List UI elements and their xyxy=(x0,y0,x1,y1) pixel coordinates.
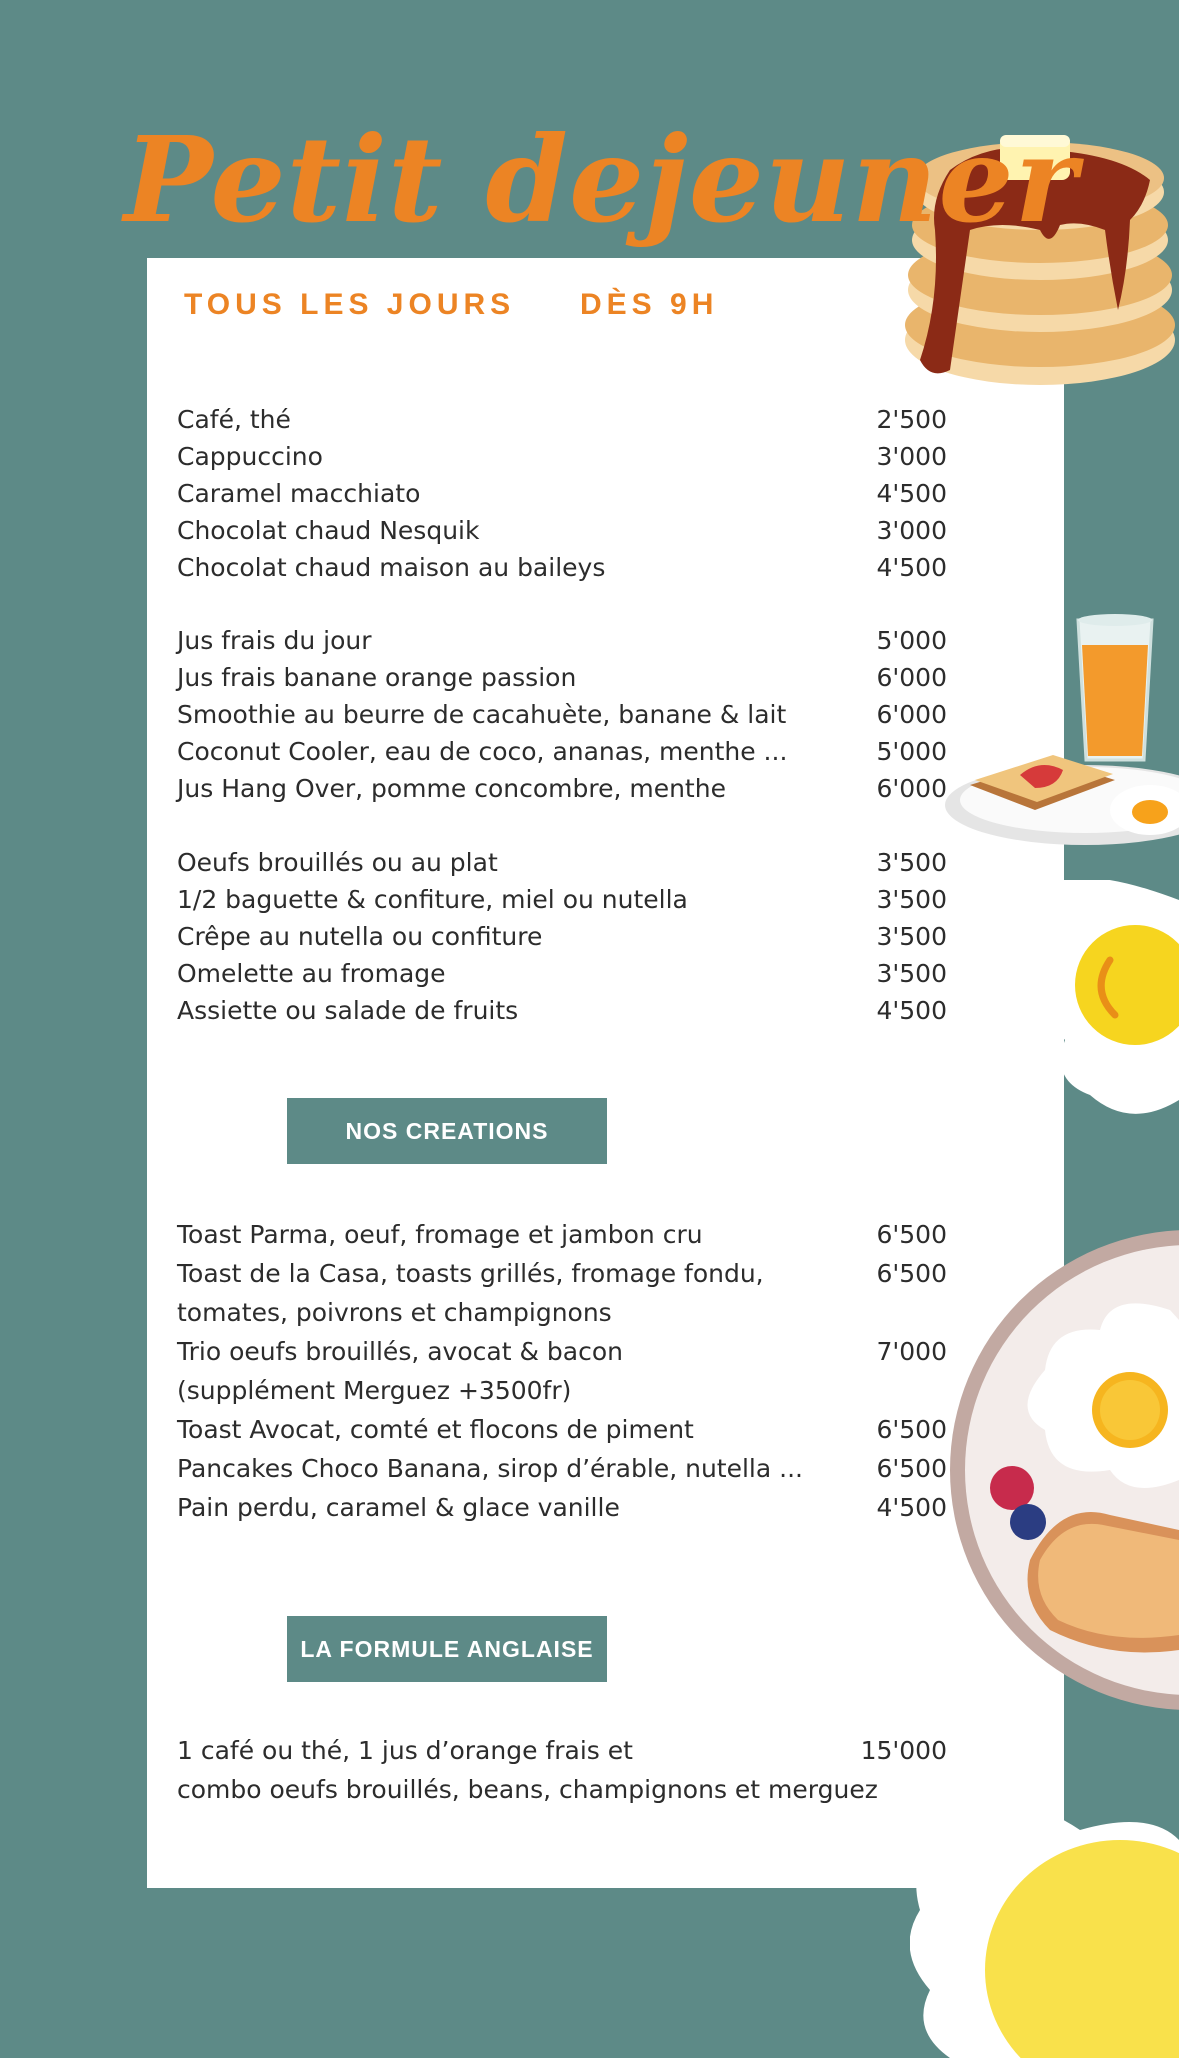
menu-item xyxy=(177,1732,947,1810)
item-name: Toast de la Casa, toasts grillés, fromage fondu, xyxy=(177,1259,764,1288)
item-price: 3'000 xyxy=(876,516,947,545)
item-price: 6'500 xyxy=(876,1454,947,1483)
menu-item xyxy=(177,1255,947,1333)
fried-egg-icon xyxy=(1030,880,1179,1120)
item-name: Smoothie au beurre de cacahuète, banane & lait xyxy=(177,700,787,729)
item-price: 5'000 xyxy=(876,737,947,766)
item-name: Toast Avocat, comté et flocons de piment xyxy=(177,1415,694,1444)
item-price: 15'000 xyxy=(860,1736,947,1765)
item-name-continued: (supplément Merguez +3500fr) xyxy=(177,1376,572,1405)
item-name: Omelette au fromage xyxy=(177,959,446,988)
item-name: Toast Parma, oeuf, fromage et jambon cru xyxy=(177,1220,703,1249)
item-name: 1/2 baguette & confiture, miel ou nutella xyxy=(177,885,688,914)
item-price: 6'500 xyxy=(876,1259,947,1288)
menu-subtitle-hours: DÈS 9H xyxy=(580,288,719,321)
item-name: Assiette ou salade de fruits xyxy=(177,996,519,1025)
item-name: Trio oeufs brouillés, avocat & bacon xyxy=(177,1337,623,1366)
item-name: Jus frais du jour xyxy=(177,626,372,655)
item-name: 1 café ou thé, 1 jus d’orange frais et xyxy=(177,1736,633,1765)
item-name-continued: combo oeufs brouillés, beans, champignons et merguez xyxy=(177,1775,878,1804)
item-price: 6'500 xyxy=(876,1415,947,1444)
item-name: Coconut Cooler, eau de coco, ananas, menthe ... xyxy=(177,737,788,766)
item-name: Crêpe au nutella ou confiture xyxy=(177,922,543,951)
item-price: 3'500 xyxy=(876,848,947,877)
item-price: 5'000 xyxy=(876,626,947,655)
menu-item xyxy=(177,1333,947,1411)
item-name-continued: tomates, poivrons et champignons xyxy=(177,1298,612,1327)
item-price: 2'500 xyxy=(876,405,947,434)
item-price: 3'000 xyxy=(876,442,947,471)
item-name: Cappuccino xyxy=(177,442,323,471)
item-price: 3'500 xyxy=(876,922,947,951)
item-price: 6'000 xyxy=(876,700,947,729)
item-price: 4'500 xyxy=(876,1493,947,1522)
fried-egg-bottom-icon xyxy=(910,1800,1179,2058)
item-price: 4'500 xyxy=(876,479,947,508)
item-price: 6'000 xyxy=(876,663,947,692)
toast-plate-icon xyxy=(945,730,1179,860)
item-price: 3'500 xyxy=(876,959,947,988)
item-price: 6'500 xyxy=(876,1220,947,1249)
section-badge-formule: LA FORMULE ANGLAISE xyxy=(287,1616,607,1682)
item-price: 4'500 xyxy=(876,553,947,582)
section-badge-creations: NOS CREATIONS xyxy=(287,1098,607,1164)
breakfast-plate-icon xyxy=(950,1230,1179,1710)
item-name: Jus Hang Over, pomme concombre, menthe xyxy=(177,774,726,803)
item-price: 7'000 xyxy=(876,1337,947,1366)
item-name: Chocolat chaud maison au baileys xyxy=(177,553,606,582)
item-name: Pancakes Choco Banana, sirop d’érable, nutella ... xyxy=(177,1454,803,1483)
item-price: 6'000 xyxy=(876,774,947,803)
item-name: Chocolat chaud Nesquik xyxy=(177,516,480,545)
item-name: Oeufs brouillés ou au plat xyxy=(177,848,498,877)
item-price: 3'500 xyxy=(876,885,947,914)
item-name: Jus frais banane orange passion xyxy=(177,663,577,692)
menu-subtitle-days: TOUS LES JOURS xyxy=(184,288,516,321)
item-name: Caramel macchiato xyxy=(177,479,421,508)
item-name: Café, thé xyxy=(177,405,291,434)
menu-title: Petit dejeuner xyxy=(124,110,1078,249)
item-name: Pain perdu, caramel & glace vanille xyxy=(177,1493,620,1522)
item-price: 4'500 xyxy=(876,996,947,1025)
